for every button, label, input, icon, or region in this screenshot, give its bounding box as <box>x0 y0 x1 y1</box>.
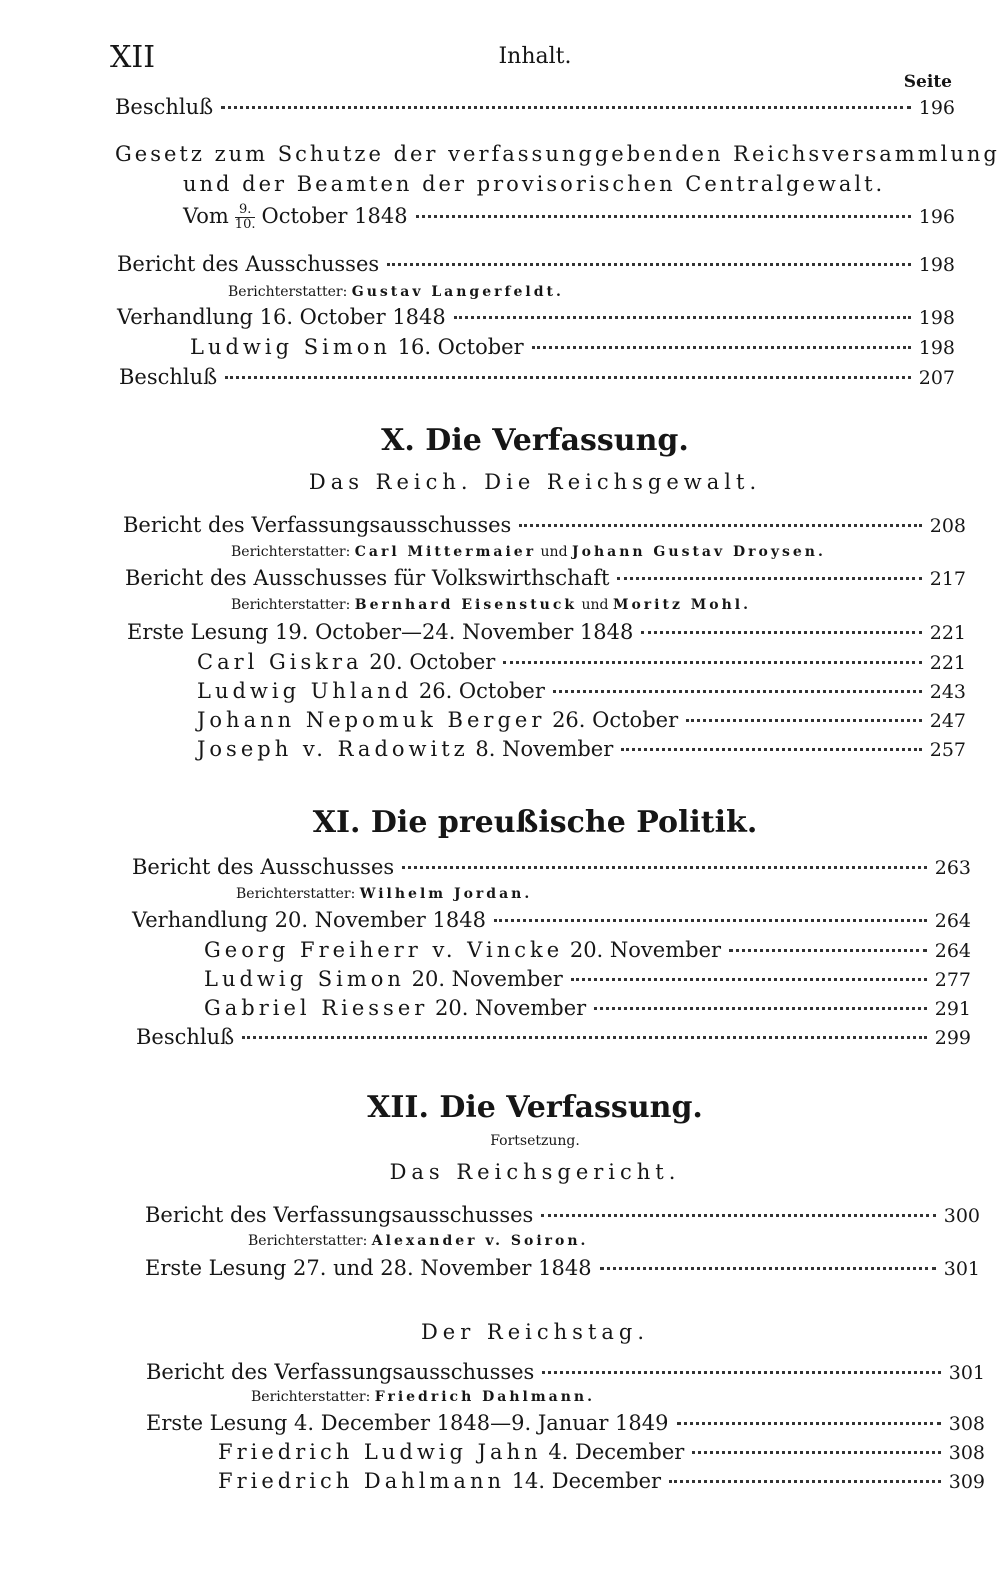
entry-page: 243 <box>929 681 966 703</box>
date-fraction <box>235 203 256 232</box>
speaker-name: Johann Nepomuk Berger <box>197 708 546 732</box>
entry-title <box>204 938 721 962</box>
dot-leader <box>553 690 922 693</box>
toc-entry-lesung[interactable] <box>145 1256 980 1280</box>
toc-entry-bericht[interactable] <box>132 855 971 879</box>
reporter-line <box>248 1233 588 1249</box>
entry-title: Erste Lesung 19. October—24. November 1848 <box>127 620 634 644</box>
dot-leader <box>686 719 922 722</box>
entry-title <box>204 996 586 1020</box>
dot-leader <box>600 1267 936 1270</box>
entry-title <box>197 650 495 674</box>
fraction-denominator: 10. <box>234 217 256 232</box>
entry-title: Bericht des Verfassungsausschusses <box>145 1203 534 1227</box>
speech-date: 16. October <box>397 335 524 359</box>
dot-leader <box>225 376 911 379</box>
toc-entry-speaker[interactable] <box>197 650 966 674</box>
speech-date: 20. November <box>411 967 563 991</box>
entry-title: Bericht des Ausschusses <box>117 252 380 276</box>
fraction-numerator: 9. <box>235 203 256 218</box>
entry-title <box>190 335 524 359</box>
entry-title: Beschluß <box>115 95 214 119</box>
speech-date: 20. November <box>569 938 722 962</box>
section-subheading: Das Reich. Die Reichsgewalt. <box>308 470 762 494</box>
toc-entry-speaker[interactable] <box>197 679 966 703</box>
dot-leader <box>617 577 921 580</box>
entry-page: 221 <box>929 652 966 674</box>
speech-date: 20. November <box>434 996 587 1020</box>
dot-leader <box>387 263 911 266</box>
toc-entry-bericht[interactable] <box>146 1360 985 1384</box>
entry-title <box>197 679 545 703</box>
section-subheading: Der Reichstag. <box>420 1320 650 1344</box>
section-heading: XII. Die Verfassung. <box>367 1090 703 1125</box>
entry-page: 207 <box>918 367 955 389</box>
reporter-conjunction: und <box>540 544 568 560</box>
reporter-name: Friedrich Dahlmann. <box>374 1389 595 1405</box>
reporter-label: Berichterstatter: <box>231 597 351 613</box>
reporter-label: Berichterstatter: <box>251 1389 371 1405</box>
section-subheading: Das Reichsgericht. <box>389 1160 681 1184</box>
toc-entry-beschluss[interactable] <box>136 1025 971 1049</box>
speech-date: 26. October <box>552 708 679 732</box>
vom-prefix: Vom <box>183 204 229 228</box>
dot-leader <box>621 748 921 751</box>
entry-page: 198 <box>918 254 955 276</box>
dot-leader <box>503 661 921 664</box>
dot-leader <box>494 919 927 922</box>
entry-page: 291 <box>934 998 971 1020</box>
reporter-label: Berichterstatter: <box>231 544 351 560</box>
toc-entry-speaker[interactable] <box>204 938 971 962</box>
entry-title <box>197 737 613 761</box>
dot-leader <box>594 1007 927 1010</box>
toc-entry-speaker[interactable] <box>204 996 971 1020</box>
entry-page: 217 <box>929 568 966 590</box>
dot-leader <box>641 631 921 634</box>
reporter-label: Berichterstatter: <box>236 886 356 902</box>
toc-entry-speaker[interactable] <box>197 737 966 761</box>
reporter-name: Alexander v. Soiron. <box>371 1233 589 1249</box>
dot-leader <box>454 316 911 319</box>
entry-page: 264 <box>934 940 971 962</box>
entry-title: Beschluß <box>119 365 218 389</box>
entry-title: Bericht des Verfassungsausschusses <box>123 513 512 537</box>
dot-leader <box>571 978 927 981</box>
entry-page: 198 <box>918 307 955 329</box>
entry-title <box>197 708 678 732</box>
dot-leader <box>541 1214 935 1217</box>
reporter-line <box>236 886 532 902</box>
reporter-line <box>228 284 564 300</box>
entry-page: 198 <box>918 337 955 359</box>
entry-title <box>183 203 408 232</box>
entry-title: Verhandlung 20. November 1848 <box>132 908 486 932</box>
toc-entry-bericht[interactable] <box>123 513 966 537</box>
reporter-label: Berichterstatter: <box>228 284 348 300</box>
dot-leader <box>242 1036 927 1039</box>
entry-page: 263 <box>934 857 971 879</box>
speaker-name: Ludwig Uhland <box>197 679 413 703</box>
speech-date: 20. October <box>369 650 496 674</box>
reporter-line <box>231 544 826 560</box>
entry-title: Erste Lesung 4. December 1848—9. Januar 1849 <box>146 1411 669 1435</box>
dot-leader <box>729 949 927 952</box>
reporter-line <box>231 597 751 613</box>
toc-entry-beschluss[interactable] <box>119 365 955 389</box>
entry-page: 308 <box>948 1413 985 1435</box>
speech-date: 14. December <box>511 1469 662 1493</box>
toc-entry-speaker[interactable] <box>204 967 971 991</box>
entry-page: 257 <box>929 739 966 761</box>
entry-title: Beschluß <box>136 1025 235 1049</box>
page-header <box>110 40 960 80</box>
toc-entry-bericht[interactable] <box>145 1203 980 1227</box>
toc-entry-lesung[interactable] <box>127 620 966 644</box>
speech-date: 26. October <box>418 679 545 703</box>
entry-page: 264 <box>934 910 971 932</box>
dot-leader <box>221 106 911 109</box>
entry-page: 308 <box>948 1442 985 1464</box>
reporter-name: Wilhelm Jordan. <box>359 886 533 902</box>
page-number: XII <box>110 40 156 75</box>
speaker-name: Georg Freiherr v. Vincke <box>204 938 564 962</box>
entry-page: 309 <box>948 1471 985 1493</box>
entry-page: 300 <box>943 1205 980 1227</box>
entry-title: Bericht des Verfassungsausschusses <box>146 1360 535 1384</box>
entry-title <box>204 967 563 991</box>
reporter-name: Gustav Langerfeldt. <box>351 284 564 300</box>
section-heading: X. Die Verfassung. <box>381 423 689 458</box>
speaker-name: Joseph v. Radowitz <box>197 737 469 761</box>
dot-leader <box>669 1480 941 1483</box>
entry-page: 221 <box>929 622 966 644</box>
speaker-name: Friedrich Dahlmann <box>218 1469 505 1493</box>
dot-leader <box>542 1371 940 1374</box>
entry-page: 196 <box>918 206 955 228</box>
dot-leader <box>677 1422 941 1425</box>
reporter-line <box>251 1389 595 1405</box>
section-heading: XI. Die preußische Politik. <box>312 805 758 840</box>
gesetz-title-line2: und der Beamten der provisorischen Centralgewalt. <box>183 172 886 196</box>
toc-entry-verhandlung[interactable] <box>117 305 955 329</box>
continuation-note: Fortsetzung. <box>490 1133 580 1149</box>
reporter-name: Carl Mittermaier <box>354 544 537 560</box>
speaker-name: Carl Giskra <box>197 650 363 674</box>
toc-entry-bericht[interactable] <box>117 252 955 276</box>
entry-page: 247 <box>929 710 966 732</box>
entry-page: 301 <box>943 1258 980 1280</box>
toc-entry-lesung[interactable] <box>146 1411 985 1435</box>
toc-entry-speaker[interactable] <box>218 1469 985 1493</box>
toc-entry-bericht[interactable] <box>125 566 966 590</box>
speaker-name: Ludwig Simon <box>204 967 405 991</box>
entry-page: 277 <box>934 969 971 991</box>
running-title: Inhalt. <box>498 44 572 69</box>
entry-page: 208 <box>929 515 966 537</box>
dot-leader <box>402 866 927 869</box>
entry-title: Verhandlung 16. October 1848 <box>117 305 446 329</box>
speech-date: 4. December <box>548 1440 685 1464</box>
entry-page: 299 <box>934 1027 971 1049</box>
dot-leader <box>692 1451 940 1454</box>
speaker-name: Friedrich Ludwig Jahn <box>218 1440 542 1464</box>
speech-date: 8. November <box>475 737 614 761</box>
entry-title: Erste Lesung 27. und 28. November 1848 <box>145 1256 592 1280</box>
dot-leader <box>416 215 911 218</box>
entry-page: 196 <box>918 97 955 119</box>
speaker-name: Gabriel Riesser <box>204 996 429 1020</box>
reporter-name: Moritz Mohl. <box>612 597 751 613</box>
dot-leader <box>519 524 921 527</box>
dot-leader <box>532 346 911 349</box>
toc-entry-speaker[interactable] <box>197 708 966 732</box>
reporter-name: Bernhard Eisenstuck <box>354 597 578 613</box>
toc-entry-speaker[interactable] <box>218 1440 985 1464</box>
gesetz-title-line1: Gesetz zum Schutze der verfassunggebenden Reichsversammlung <box>115 142 1000 166</box>
toc-entry-speaker[interactable] <box>190 335 955 359</box>
reporter-name: Johann Gustav Droysen. <box>571 544 826 560</box>
speaker-name: Ludwig Simon <box>190 335 391 359</box>
reporter-conjunction: und <box>581 597 609 613</box>
seite-column-label: Seite <box>903 72 952 92</box>
toc-entry-gesetz-vom[interactable] <box>183 203 955 232</box>
entry-title <box>218 1469 661 1493</box>
toc-entry-beschluss[interactable] <box>115 95 955 119</box>
toc-entry-verhandlung[interactable] <box>132 908 971 932</box>
entry-title: Bericht des Ausschusses für Volkswirthschaft <box>125 566 610 590</box>
reporter-label: Berichterstatter: <box>248 1233 368 1249</box>
vom-suffix: October 1848 <box>261 204 408 228</box>
entry-title: Bericht des Ausschusses <box>132 855 395 879</box>
entry-title <box>218 1440 684 1464</box>
entry-page: 301 <box>948 1362 985 1384</box>
